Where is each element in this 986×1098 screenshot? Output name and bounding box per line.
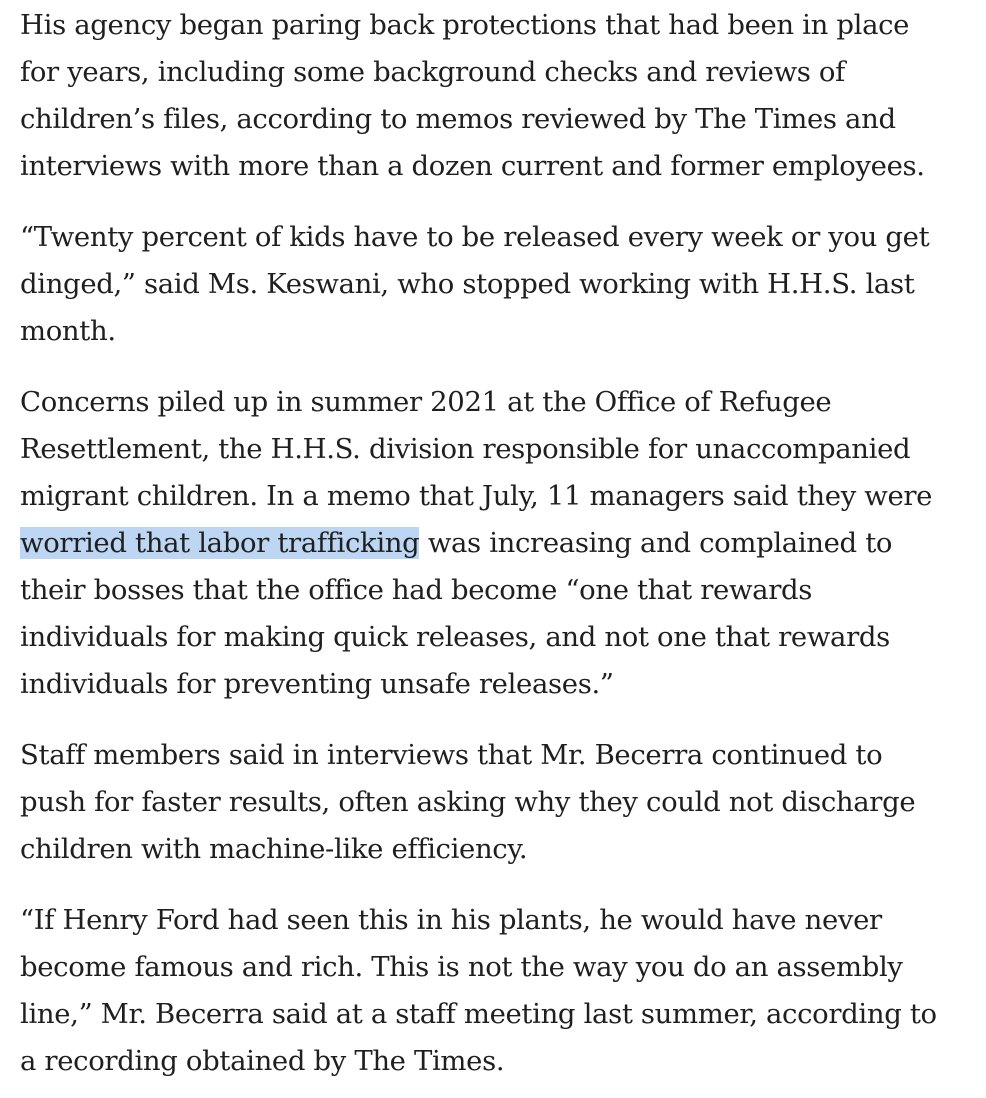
paragraph-gap (20, 708, 975, 732)
text-line: “If Henry Ford had seen this in his plants, he would have never (20, 904, 882, 936)
text-line: interviews with more than a dozen current and former employees. (20, 150, 925, 182)
text-line: a recording obtained by The Times. (20, 1045, 505, 1077)
highlighted-text-line (20, 520, 975, 567)
text-line-rest: was increasing and complained to (419, 527, 893, 559)
text-line: individuals for making quick releases, and not one that rewards (20, 621, 890, 653)
text-line: Resettlement, the H.H.S. division responsible for unaccompanied (20, 433, 911, 465)
paragraph-2 (20, 214, 975, 355)
text-line: “Twenty percent of kids have to be released every week or you get (20, 221, 930, 253)
text-line: children with machine-like efficiency. (20, 833, 528, 865)
text-line: their bosses that the office had become “one that rewards (20, 574, 813, 606)
text-line: His agency began paring back protections that had been in place (20, 9, 910, 41)
paragraph-gap (20, 873, 975, 897)
text-selection-highlight[interactable]: worried that labor trafficking (20, 527, 420, 559)
text-line: become famous and rich. This is not the way you do an assembly (20, 951, 903, 983)
paragraph-1 (20, 0, 975, 190)
paragraph-gap (20, 190, 975, 214)
text-line: month. (20, 315, 116, 347)
text-line: migrant children. In a memo that July, 11 managers said they were (20, 480, 933, 512)
text-line: children’s files, according to memos reviewed by The Times and (20, 103, 896, 135)
text-line: push for faster results, often asking why they could not discharge (20, 786, 916, 818)
text-line: Staff members said in interviews that Mr. Becerra continued to (20, 739, 883, 771)
paragraph-3 (20, 379, 975, 708)
paragraph-gap (20, 355, 975, 379)
text-line: line,” Mr. Becerra said at a staff meeting last summer, according to (20, 998, 937, 1030)
text-line: individuals for preventing unsafe releases.” (20, 668, 614, 700)
article-body (20, 0, 975, 1085)
paragraph-5 (20, 897, 975, 1085)
text-line: dinged,” said Ms. Keswani, who stopped working with H.H.S. last (20, 268, 915, 300)
paragraph-4 (20, 732, 975, 873)
text-line: for years, including some background checks and reviews of (20, 56, 845, 88)
text-line: Concerns piled up in summer 2021 at the Office of Refugee (20, 386, 832, 418)
